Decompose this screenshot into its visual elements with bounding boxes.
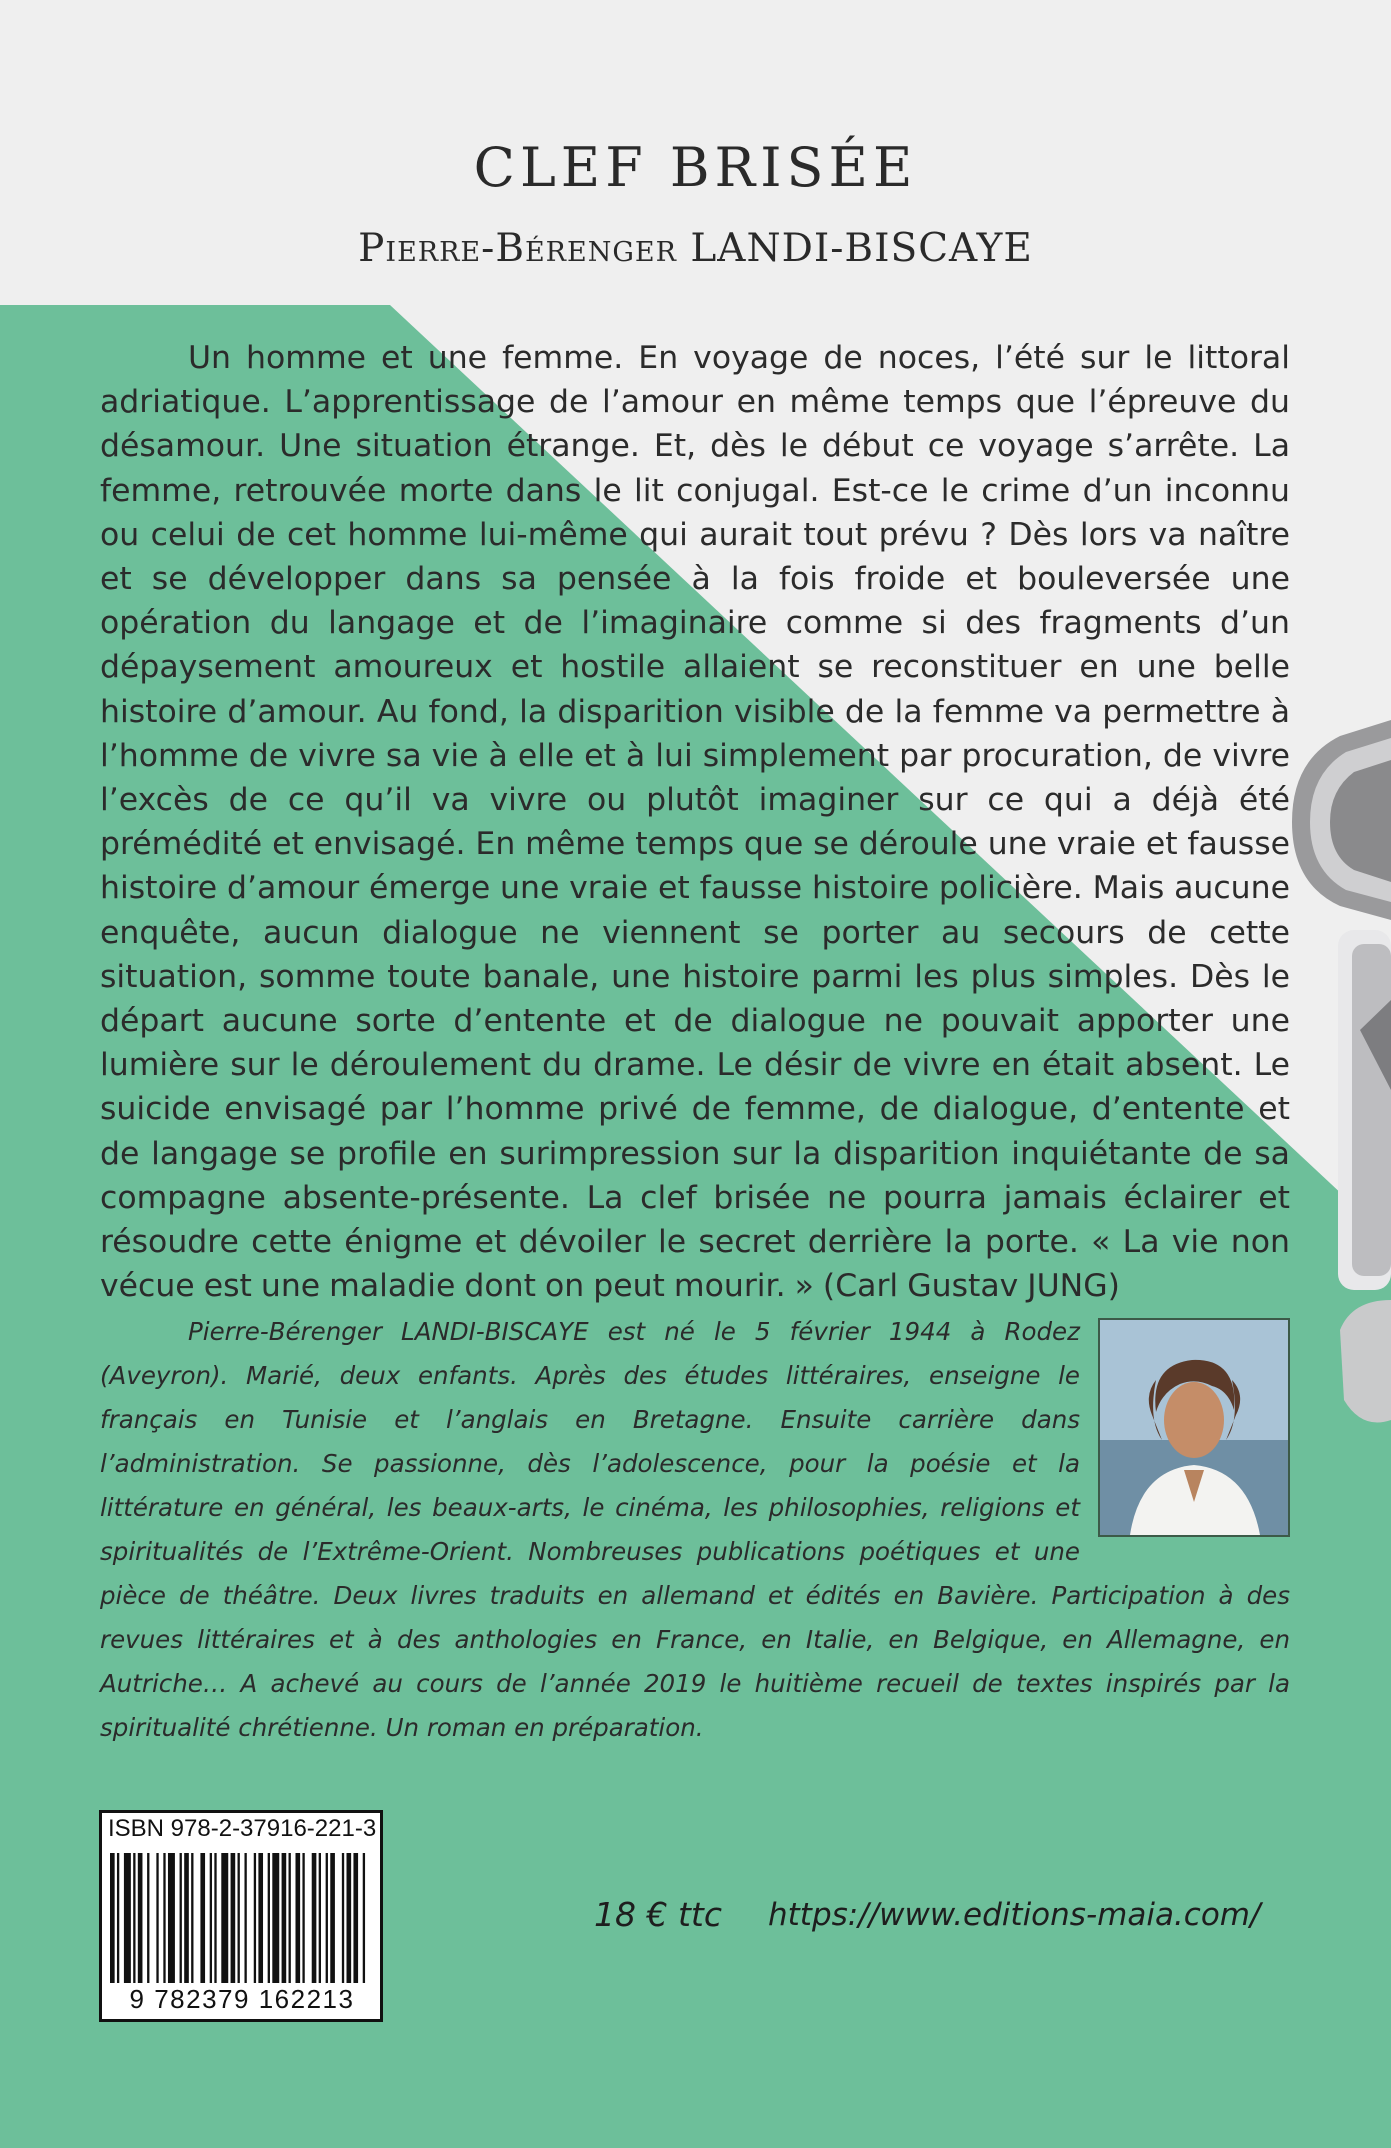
barcode-bar (319, 1853, 321, 1991)
book-title: CLEF BRISÉE (473, 136, 918, 199)
barcode-bar (244, 1853, 246, 1991)
barcode-bar (168, 1853, 175, 1991)
author-bio-text: Pierre-Bérenger LANDI-BISCAYE est né le 5 février 1944 à Rodez (Aveyron). Marié, deux enfants. Après des études littéraires, enseigne le français en Tunisie et l’anglais en Bretagne. Ensuite carrière dans l’administration. Se passionne, dès l’adolescence, pour la poésie et la littérature en général, les beaux-arts, le cinéma, les philosophies, religions et spiritualités de l’Extrême-Orient. Nombreuses publications poétiques et une pièce de théâtre. Deux livres traduits en allemand et édités en Bavière. Participation à des revues littéraires et à des anthologies en France, en Italie, en Belgique, en Allemagne, en Autriche… A achevé au cours de l’année 2019 le huitième recueil de textes inspirés par la spiritualité chrétienne. Un roman en préparation. (100, 1317, 1290, 1742)
barcode-bar (258, 1853, 263, 1991)
author-portrait-image (1100, 1320, 1288, 1535)
barcode-bar (214, 1853, 216, 1991)
barcode-bar (231, 1853, 236, 1991)
barcode-bar (289, 1853, 291, 1991)
barcode-bar (117, 1853, 119, 1991)
barcode-bar (353, 1853, 358, 1991)
barcode-bar (184, 1853, 189, 1991)
barcode-bar (191, 1853, 193, 1991)
barcode-bar (295, 1853, 300, 1991)
synopsis (100, 336, 1290, 1308)
barcode-bar (254, 1853, 256, 1991)
barcode-bar (147, 1853, 149, 1991)
barcode-bars (110, 1853, 378, 1991)
barcode-bar (268, 1853, 270, 1991)
barcode-bar (342, 1853, 344, 1991)
barcode-bar (110, 1853, 115, 1991)
author-photo (1098, 1318, 1290, 1537)
barcode-bar (133, 1853, 135, 1991)
barcode-bar (238, 1853, 240, 1991)
barcode-bar (210, 1853, 212, 1991)
barcode-bar (200, 1853, 205, 1991)
barcode-bar (180, 1853, 182, 1991)
isbn-label: ISBN 978-2-37916-221-3 (108, 1815, 377, 1842)
barcode-bar (124, 1853, 131, 1991)
author-first-name: Pierre-Bérenger (358, 226, 677, 271)
barcode-bar (326, 1853, 328, 1991)
barcode-bar (163, 1853, 165, 1991)
synopsis-text: Un homme et une femme. En voyage de noces, l’été sur le littoral adriatique. L’apprentissage de l’amour en même temps que l’épreuve du désamour. Une situation étrange. Et, dès le début ce voyage s’arrête. La femme, retrouvée morte dans le lit conjugal. Est-ce le crime d’un inconnu ou celui de cet homme lui-même qui aurait tout prévu ? Dès lors va naître et se développer dans sa pensée à la fois froide et bouleversée une opération du langage et de l’imaginaire comme si des fragments d’un dépaysement amoureux et hostile allaient se reconstituer en une belle histoire d’amour. Au fond, la disparition visible de la femme va permettre à l’homme de vivre sa vie à elle et à lui simplement par procuration, de vivre l’excès de ce qu’il va vivre ou plutôt imaginer sur ce qui a déjà été prémédité et envisagé. En même temps que se déroule une vraie et fausse histoire d’amour émerge une vraie et fausse histoire policière. Mais aucune enquête, aucun dialogue ne viennent se porter au secours de cette situation, somme toute banale, une histoire parmi les plus simples. Dès le départ aucune sorte d’entente et de dialogue ne pouvait apporter une lumière sur le déroulement du drame. Le désir de vivre en était absent. Le suicide envisagé par l’homme privé de femme, de dialogue, d’entente et de langage se profile en surimpression sur la disparition inquiétante de sa compagne absente-présente. La clef brisée ne pourra jamais éclairer et résoudre cette énigme et dévoiler le secret derrière la porte. « La vie non vécue est une maladie dont on peut mourir. » (Carl Gustav JUNG) (100, 340, 1290, 1305)
author-last-name: LANDI-BISCAYE (690, 226, 1033, 271)
isbn-barcode (99, 1810, 383, 2022)
barcode-bar (272, 1853, 279, 1991)
barcode-bar (347, 1853, 352, 1991)
author-bio (100, 1310, 1290, 1750)
barcode-bar (363, 1853, 365, 1991)
barcode-bar (221, 1853, 228, 1991)
barcode-bar (138, 1853, 143, 1991)
barcode-bar (156, 1853, 158, 1991)
barcode-bar (330, 1853, 335, 1991)
author-name (0, 226, 1391, 271)
barcode-digits: 9 782379 162213 (106, 1983, 378, 2015)
barcode-bar (312, 1853, 317, 1991)
barcode-bar (282, 1853, 287, 1991)
publisher-website: https://www.editions-maia.com/ (768, 1897, 1261, 1933)
price: 18 € ttc (594, 1895, 722, 1934)
barcode-bar (302, 1853, 304, 1991)
